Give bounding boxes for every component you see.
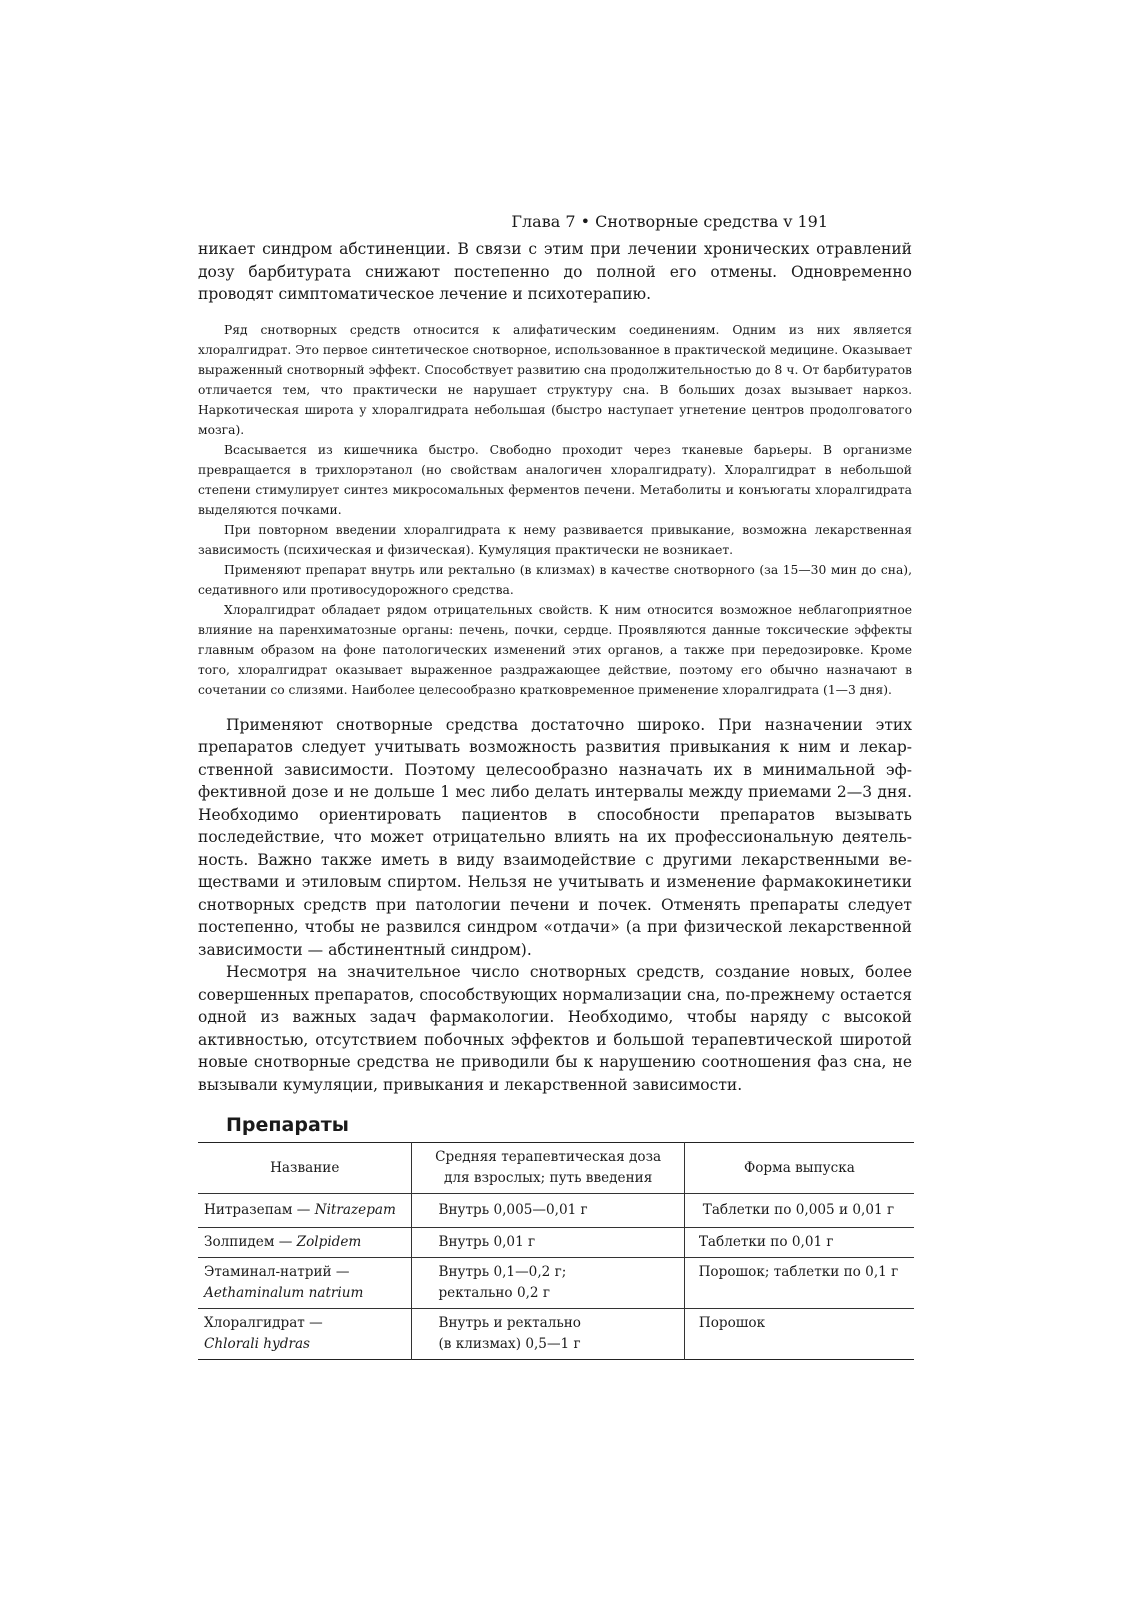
dose-cell: Внутрь и ректально (в клизмах) 0,5—1 г	[412, 1309, 684, 1360]
section-title: Препараты	[226, 1114, 349, 1136]
dose-cell: Внутрь 0,005—0,01 г	[412, 1194, 684, 1228]
latin-name: Zolpidem	[296, 1234, 362, 1250]
table-row	[198, 1309, 914, 1360]
paragraph: Несмотря на значительное число снотворных средств, создание новых, более совершенных препаратов, способствующих нормализации сна, по-прежнему остается одной из важных задач фармакологии. Необходимо, чтобы наряду с высокой активностью, отсутствием побочных эффектов и большой терапевтической широтой новые снотворные средства не приводили бы к нарушению соотношения фаз сна, не вызывали кумуляции, привыкания и лекарственной зависимости.	[198, 963, 912, 1094]
latin-name: Chlorali hydras	[204, 1336, 311, 1352]
paragraph-intro: никает синдром абстиненции. В связи с этим при лечении хронических отравлений дозу барбитурата снижают постепенно до полной его отмены. Одновременно проводят симптоматическое лечение и психотерапию.	[198, 240, 912, 303]
paragraph: Применяют снотворные средства достаточно широко. При назначении этих препаратов следует учитывать возможность развития привыкания к ним и лекарственной зависимости. Поэтому целесообразно назначать их в минимальной эффективной дозе и не дольше 1 мес либо делать интервалы между приемами 2—3 дня. Необходимо ориентировать пациентов в способности препаратов вызывать последействие, что может отрицательно влиять на их профессиональную деятельность. Важно также иметь в виду взаимодействие с другими лекарственными веществами и этиловым спиртом. Нельзя не учитывать и изменение фармакокинетики снотворных средств при патологии печени и почек. Отменять препараты следует постепенно, чтобы не развился синдром «отдачи» (а при физической лекарственной зависимости — абстинентный синдром).	[198, 715, 912, 959]
form-cell: Таблетки по 0,01 г	[684, 1228, 914, 1258]
small-paragraph: При повторном введении хлоралгидрата к нему развивается привыкание, возможна лекарственная зависимость (психическая и физическая). Кумуляция практически не возникает.	[198, 522, 912, 557]
drug-name-cell: Хлоралгидрат — Chlorali hydras	[198, 1309, 412, 1360]
dose-cell: Внутрь 0,1—0,2 г; ректально 0,2 г	[412, 1258, 684, 1309]
column-header-form: Форма выпуска	[684, 1143, 914, 1194]
book-page	[198, 210, 912, 1360]
column-header-name: Название	[270, 1159, 340, 1176]
column-header-dose: Средняя терапевтическая доза для взрослых; путь введения	[412, 1143, 684, 1194]
form-cell: Таблетки по 0,005 и 0,01 г	[684, 1194, 914, 1228]
latin-name: Nitrazepam	[314, 1202, 396, 1218]
small-paragraph: Хлоралгидрат обладает рядом отрицательных свойств. К ним относится возможное неблагоприятное влияние на паренхиматозные органы: печень, почки, сердце. Проявляются данные токсические эффекты главным образом на фоне патологических изменений этих органов, а также при передозировке. Кроме того, хлоралгидрат оказывает выраженное раздражающее действие, поэтому его обычно назначают в сочетании со слизями. Наиболее целесообразно кратковременное применение хлоралгидрата (1—3 дня).	[198, 602, 912, 697]
table-row	[198, 1194, 914, 1228]
drugs-table	[198, 1142, 914, 1360]
table-header-row	[198, 1143, 914, 1194]
drug-name-cell: Нитразепам — Nitrazepam	[204, 1202, 396, 1218]
small-paragraph: Всасывается из кишечника быстро. Свободно проходит через тканевые барьеры. В организме превращается в трихлорэтанол (но свойствам аналогичен хлоралгидрату). Хлоралгидрат в небольшой степени стимулирует синтез микросомальных ферментов печени. Метаболиты и конъюгаты хлоралгидрата выделяются почками.	[198, 442, 912, 517]
small-print-block	[198, 320, 912, 700]
main-text-bottom	[198, 714, 912, 1097]
form-cell: Порошок	[684, 1309, 914, 1360]
table-row	[198, 1228, 914, 1258]
table-row	[198, 1258, 914, 1309]
latin-name: Aethaminalum natrium	[204, 1285, 364, 1301]
small-paragraph: Применяют препарат внутрь или ректально (в клизмах) в качестве снотворного (за 15—30 мин до сна), седативного или противосудорожного средства.	[198, 562, 912, 597]
running-head: Глава 7 • Снотворные средства v 191	[511, 212, 828, 231]
form-cell: Порошок; таблетки по 0,1 г	[684, 1258, 914, 1309]
drug-name-cell: Золпидем — Zolpidem	[204, 1234, 362, 1250]
small-paragraph: Ряд снотворных средств относится к алифатическим соединениям. Одним из них является хлоралгидрат. Это первое синтетическое снотворное, использованное в практической медицине. Оказывает выраженный снотворный эффект. Способствует развитию сна продолжительностью до 8 ч. От барбитуратов отличается тем, что практически не нарушает структуру сна. В больших дозах вызывает наркоз. Наркотическая широта у хлоралгидрата небольшая (быстро наступает угнетение центров продолговатого мозга).	[198, 322, 912, 437]
dose-cell: Внутрь 0,01 г	[412, 1228, 684, 1258]
drug-name-cell: Этаминал-натрий — Aethaminalum natrium	[198, 1258, 412, 1309]
main-text-top	[198, 238, 912, 306]
